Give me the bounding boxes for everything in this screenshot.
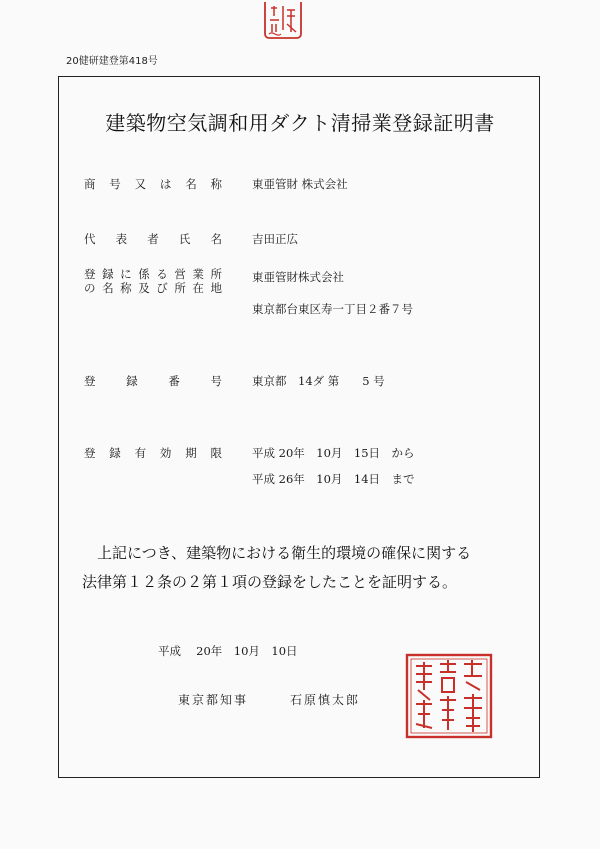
- field-value-validity-start: 平成 20年 10月 15日 から: [252, 446, 415, 460]
- reference-number: 20健研建登第418号: [66, 56, 158, 67]
- field-value-registration-number: 東京都 14ダ 第 5 号: [252, 374, 385, 388]
- field-label-office-line1: 登録に係る営業所: [84, 267, 222, 281]
- issue-date: 平成 20年 10月 10日: [158, 644, 298, 658]
- certificate-title: 建築物空気調和用ダクト清掃業登録証明書: [105, 111, 495, 135]
- field-label-validity: 登録有効期限: [84, 446, 222, 460]
- governor-seal-stamp: [404, 652, 494, 740]
- field-value-representative: 吉田正広: [252, 232, 298, 246]
- field-value-trade-name: 東亜管財 株式会社: [252, 177, 348, 191]
- top-seal-stamp: [263, 2, 303, 42]
- field-label-registration-number: 登録番号: [84, 374, 222, 388]
- statement-line-1: 上記につき、建築物における衛生的環境の確保に関する: [97, 544, 472, 562]
- field-value-office-name: 東亜管財株式会社: [252, 270, 344, 284]
- issuer: [178, 691, 360, 708]
- issuer-office: 東京都知事: [178, 693, 249, 707]
- field-value-validity-end: 平成 26年 10月 14日 まで: [252, 472, 415, 486]
- issuer-name: 石原慎太郎: [290, 693, 361, 707]
- field-label-representative: 代表者氏名: [84, 232, 222, 246]
- field-label-trade-name: 商号又は名称: [84, 177, 222, 191]
- certification-statement: [82, 539, 522, 597]
- field-label-office-line2: の名称及び所在地: [84, 281, 222, 295]
- statement-line-2: 法律第１２条の２第１項の登録をしたことを証明する。: [82, 573, 458, 591]
- field-value-office-address: 東京都台東区寿一丁目２番７号: [252, 302, 413, 316]
